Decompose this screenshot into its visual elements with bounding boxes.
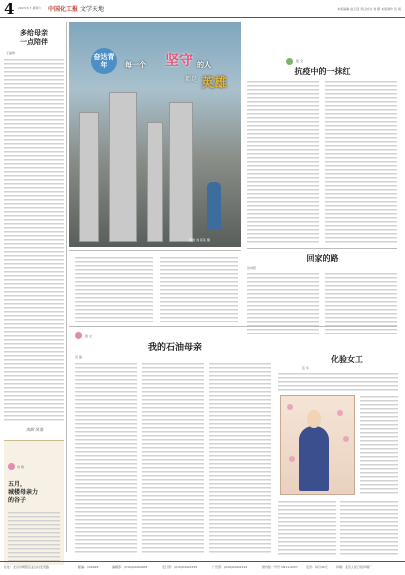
poem-title-line3: 的谷子 <box>8 497 27 504</box>
painting-figure <box>299 426 329 491</box>
right-mid-title: 回家的路 <box>306 253 339 263</box>
right-bottom-body-col1 <box>278 500 336 556</box>
right-mid-body-col2 <box>325 272 397 334</box>
right-bottom-title: 化验女工 <box>331 354 363 364</box>
illustration-painting <box>280 395 355 495</box>
right-bottom-body-col2 <box>340 500 398 556</box>
left-poem-body <box>8 511 60 563</box>
footer-distribution: 发行部：(010)64442155 <box>162 565 198 569</box>
right-bottom-intro <box>278 372 398 392</box>
painting-head <box>307 410 321 428</box>
blossom-icon <box>287 404 293 410</box>
poem-block-col2 <box>160 256 238 322</box>
footer-printer: 印刷：北京人民日报印刷厂 <box>336 565 373 569</box>
poem-title-line2: 城楼母亲力 <box>8 489 39 496</box>
bottom-body-col1 <box>75 362 137 554</box>
left-signature: 南阳 风景 <box>26 427 44 432</box>
hero-headline-pre: 每一个 <box>125 61 146 69</box>
hero-image <box>69 22 241 247</box>
left-author: 王丽珍 <box>6 51 16 55</box>
flower-icon <box>75 332 82 339</box>
footer-ads: 广告部：(010)64442142 <box>212 565 248 569</box>
left-article-title <box>4 28 64 46</box>
footer-editorial: 编辑部：(010)64444005 <box>112 565 148 569</box>
left-poem-box <box>4 440 64 565</box>
hero-headline-hero: 英雄 <box>201 76 228 91</box>
right-bottom-author: 张 华 <box>302 366 309 370</box>
hero-headline-key: 坚守 <box>165 53 193 69</box>
bottom-author: 吴 磊 <box>75 355 82 359</box>
poem-block-col1 <box>75 256 153 322</box>
editor-info: 本版编辑 赵玉莲 责任校对 刘 娜 本版制作 张 娟 <box>337 7 401 11</box>
page-footer <box>0 561 405 575</box>
right-top-title: 抗疫中的一抹红 <box>294 66 351 76</box>
right-mid-author: 沈向阳 <box>247 266 257 270</box>
section-name: 文学天地 <box>80 6 105 13</box>
left-column <box>4 22 64 542</box>
blossom-icon <box>289 456 295 462</box>
bottom-tag: 散 文 <box>85 334 92 338</box>
footer-address: 社址：北京市朝阳区亚运村安苑路 <box>4 565 50 569</box>
right-top-tag: 散 文 <box>296 59 303 63</box>
leaf-icon <box>286 58 293 65</box>
footer-postcode: 邮编：100029 <box>78 565 99 569</box>
footer-price: 定价：每月45元 <box>306 565 328 569</box>
hero-stamp: 奋达青年 <box>91 48 117 74</box>
page-number: 4 <box>4 0 15 18</box>
footer-issn: 国内统一刊号 CN11-0057 <box>262 565 298 569</box>
divider <box>69 326 397 327</box>
refinery-tower <box>109 92 137 242</box>
blossom-icon <box>337 410 343 416</box>
masthead <box>0 0 405 18</box>
left-title-line1: 多给母亲 <box>20 28 48 37</box>
hero-headline-post: 的人 <box>197 61 211 69</box>
refinery-tower <box>169 102 193 242</box>
issue-date: 2023.5.7 星期六 <box>18 6 42 10</box>
paper-name: 中国化工报 <box>48 6 79 13</box>
flower-icon <box>8 463 15 470</box>
bottom-body-col3 <box>209 362 271 554</box>
bottom-body-col2 <box>142 362 204 554</box>
bottom-title: 我的石油母亲 <box>147 343 202 353</box>
left-title-line2: 一点陪伴 <box>20 37 48 46</box>
poem-section-tag: 诗 歌 <box>17 465 24 469</box>
refinery-tower <box>147 122 163 242</box>
refinery-tower <box>79 112 99 242</box>
divider <box>69 250 241 251</box>
hero-caption: 题图 刘 某某 摄 <box>189 238 210 242</box>
right-top-body-col2 <box>325 80 397 245</box>
divider <box>247 248 397 249</box>
worker-figure <box>207 182 221 230</box>
left-article-body <box>4 58 64 422</box>
right-mid-body-col1 <box>247 272 319 334</box>
hero-headline-end: 都是 <box>185 76 198 83</box>
right-bottom-side-text <box>360 395 398 495</box>
left-poem-title <box>8 481 38 505</box>
right-top-body-col1 <box>247 80 319 245</box>
blossom-icon <box>343 436 349 442</box>
column-divider <box>66 22 67 552</box>
poem-title-line1: 五月， <box>8 481 27 488</box>
